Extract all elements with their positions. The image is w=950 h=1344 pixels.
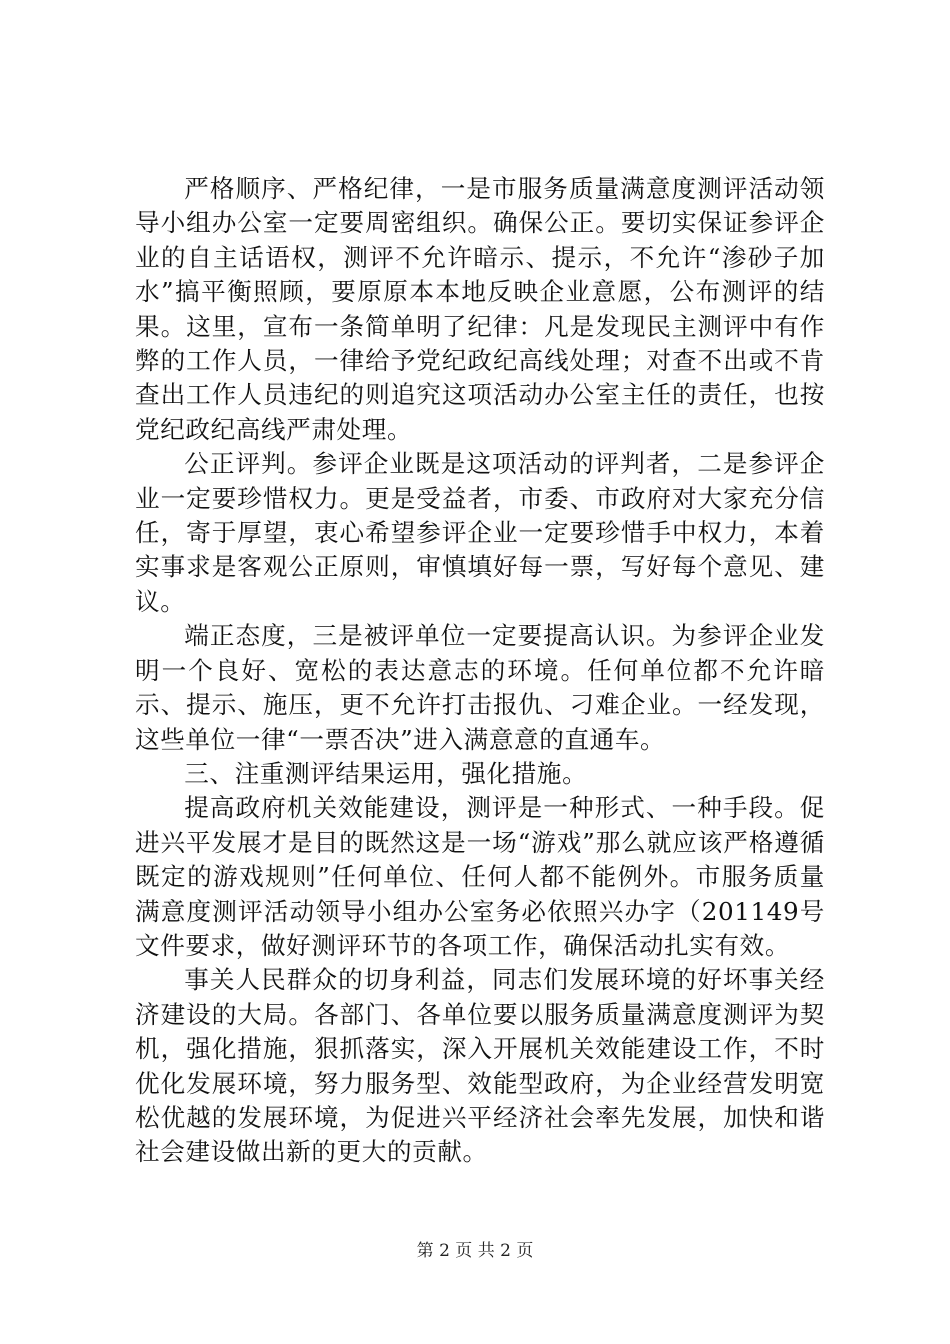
section-heading-3: 三、注重测评结果运用，强化措施。 <box>184 758 588 788</box>
paragraph-efficiency: 提高政府机关效能建设，测评是一种形式、一种手段。促进兴平发展才是目的既然这是一场“游戏”那么就应该严格遵循既定的游戏规则”任何单位、任何人都不能例外。市服务质量满意度测评活动领导小组办公室务必依照兴办字（201149号文件要求，做好测评环节的各项工作，确保活动扎实有效。 <box>135 793 825 960</box>
paragraph-fair-judgment: 公正评判。参评企业既是这项活动的评判者，二是参评企业一定要珍惜权力。更是受益者，市委、市政府对大家充分信任，寄于厚望，衷心希望参评企业一定要珍惜手中权力，本着实事求是客观公正原则，审慎填好每一票，写好每个意见、建议。 <box>135 449 825 616</box>
paragraph-attitude: 端正态度，三是被评单位一定要提高认识。为参评企业发明一个良好、宽松的表达意志的环境。任何单位都不允许暗示、提示、施压，更不允许打击报仇、刁难企业。一经发现，这些单位一律“一票否决”进入满意意的直通车。 <box>135 621 825 754</box>
page-footer: 第 2 页 共 2 页 <box>416 1241 534 1261</box>
document-body <box>135 172 825 1170</box>
paragraph-discipline: 严格顺序、严格纪律，一是市服务质量满意度测评活动领导小组办公室一定要周密组织。确保公正。要切实保证参评企业的自主话语权，测评不允许暗示、提示，不允许“渗砂子加水”搞平衡照顾，要原原本本地反映企业意愿，公布测评的结果。这里，宣布一条简单明了纪律：凡是发现民主测评中有作弊的工作人员，一律给予党纪政纪高线处理；对查不出或不肯查出工作人员违纪的则追究这项活动办公室主任的责任，也按党纪政纪高线严肃处理。 <box>135 174 825 444</box>
paragraph-conclusion: 事关人民群众的切身利益，同志们发展环境的好坏事关经济建设的大局。各部门、各单位要以服务质量满意度测评为契机，强化措施，狠抓落实，深入开展机关效能建设工作，不时优化发展环境，努力服务型、效能型政府，为企业经营发明宽松优越的发展环境，为促进兴平经济社会率先发展，加快和谐社会建设做出新的更大的贡献。 <box>135 965 825 1167</box>
